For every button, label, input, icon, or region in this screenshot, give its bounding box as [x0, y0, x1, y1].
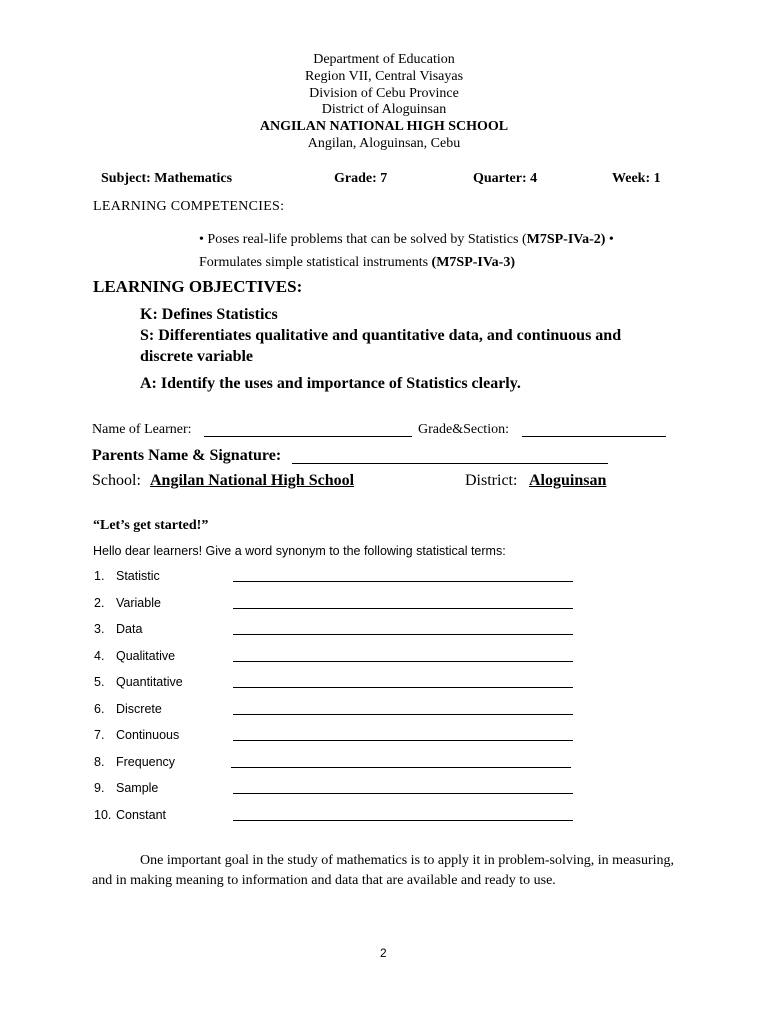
page-number: 2	[380, 946, 387, 960]
list-item	[94, 808, 166, 822]
name-of-learner-label: Name of Learner:	[92, 422, 192, 437]
header-division: Division of Cebu Province	[309, 86, 459, 101]
answer-line[interactable]	[233, 687, 573, 688]
answer-line[interactable]	[231, 767, 571, 768]
list-item-number: 9.	[94, 781, 105, 795]
district-value: Aloguinsan	[529, 472, 607, 489]
header-department: Department of Education	[313, 52, 455, 67]
list-item-term: Frequency	[116, 755, 176, 769]
list-item	[94, 675, 183, 689]
competencies-title: LEARNING COMPETENCIES:	[93, 199, 285, 214]
subject-label: Subject: Mathematics	[101, 171, 233, 186]
list-item-number: 1.	[94, 569, 105, 583]
list-item-term: Qualitative	[116, 649, 176, 663]
competency-2-code: (M7SP-IVa-3)	[431, 255, 516, 270]
list-item	[94, 702, 162, 716]
district-label: District:	[465, 472, 518, 489]
list-item	[94, 755, 175, 769]
answer-line[interactable]	[233, 714, 573, 715]
list-item-term: Quantitative	[116, 675, 183, 689]
list-item-term: Statistic	[116, 569, 160, 583]
list-item	[94, 569, 160, 583]
list-item-number: 10.	[94, 808, 112, 822]
answer-line[interactable]	[233, 608, 573, 609]
list-item-term: Constant	[116, 808, 167, 822]
competency-item-2	[199, 255, 515, 271]
grade-label: Grade: 7	[334, 171, 388, 186]
header-region: Region VII, Central Visayas	[304, 69, 464, 84]
grade-section-line[interactable]	[522, 436, 666, 437]
list-item-number: 7.	[94, 728, 105, 742]
competency-item-1	[199, 232, 614, 248]
competency-2-text: Formulates simple statistical instruments	[199, 255, 432, 270]
answer-line[interactable]	[233, 581, 573, 582]
competency-1-text: • Poses real-life problems that can be solved by Statistics (	[199, 232, 527, 247]
objective-attitude: A: Identify the uses and importance of Statistics clearly.	[140, 375, 521, 392]
list-item-term: Continuous	[116, 728, 180, 742]
competency-1-tail: •	[605, 232, 614, 247]
list-item	[94, 649, 175, 663]
list-item	[94, 728, 179, 742]
list-item	[94, 622, 142, 636]
parents-signature-line[interactable]	[292, 463, 608, 464]
list-item-term: Variable	[116, 596, 161, 610]
list-item-term: Discrete	[116, 702, 162, 716]
school-label: School:	[92, 472, 141, 489]
list-item-term: Sample	[116, 781, 159, 795]
objective-skill-line-1: S: Differentiates qualitative and quantitative data, and continuous and	[140, 327, 622, 344]
answer-line[interactable]	[233, 820, 573, 821]
school-value: Angilan National High School	[150, 472, 355, 489]
answer-line[interactable]	[233, 661, 573, 662]
name-of-learner-line[interactable]	[204, 436, 412, 437]
list-item-number: 2.	[94, 596, 105, 610]
competency-1-code: M7SP-IVa-2)	[526, 232, 606, 247]
header-district: District of Aloguinsan	[321, 102, 447, 117]
parents-signature-label: Parents Name & Signature:	[92, 447, 282, 464]
answer-line[interactable]	[233, 793, 573, 794]
objectives-title: LEARNING OBJECTIVES:	[93, 277, 303, 296]
quarter-label: Quarter: 4	[473, 171, 538, 186]
grade-section-label: Grade&Section:	[418, 422, 509, 437]
list-item-term: Data	[116, 622, 143, 636]
list-item	[94, 596, 161, 610]
closing-paragraph: One important goal in the study of mathematics is to apply it in problem-solving, in measuring, and in making meaning to information and data that are available and ready to use.	[92, 853, 674, 888]
week-label: Week: 1	[612, 171, 661, 186]
header-address: Angilan, Aloguinsan, Cebu	[307, 136, 461, 151]
header-school-name: ANGILAN NATIONAL HIGH SCHOOL	[259, 119, 509, 134]
list-item-number: 8.	[94, 755, 105, 769]
activity-title: “Let’s get started!”	[93, 518, 209, 533]
activity-instruction: Hello dear learners! Give a word synonym to the following statistical terms:	[93, 544, 506, 558]
list-item-number: 6.	[94, 702, 105, 716]
objective-knowledge: K: Defines Statistics	[140, 306, 278, 323]
list-item-number: 4.	[94, 649, 105, 663]
answer-line[interactable]	[233, 634, 573, 635]
list-item-number: 3.	[94, 622, 105, 636]
answer-line[interactable]	[233, 740, 573, 741]
objective-skill-line-2: discrete variable	[140, 348, 254, 365]
list-item-number: 5.	[94, 675, 105, 689]
list-item	[94, 781, 158, 795]
